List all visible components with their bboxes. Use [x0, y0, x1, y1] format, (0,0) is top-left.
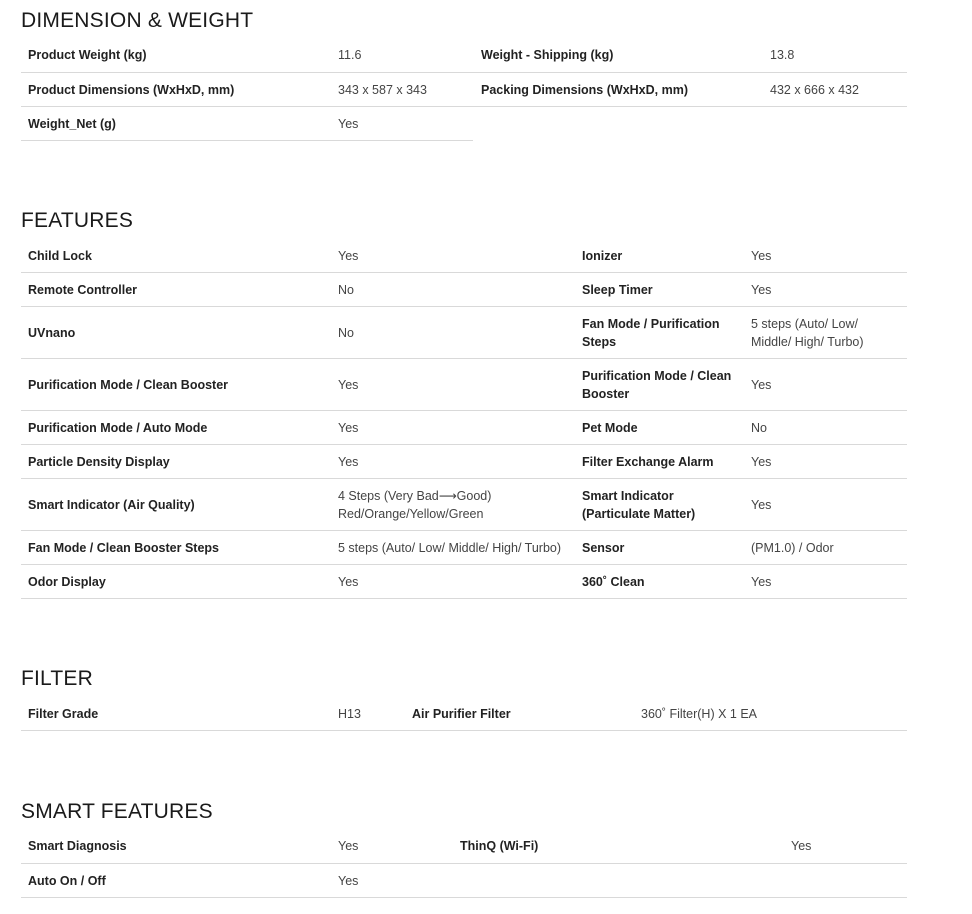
spec-label: Sleep Timer [582, 282, 653, 297]
spec-label: Filter Exchange Alarm [582, 454, 714, 469]
spec-label: UVnano [28, 325, 76, 340]
spec-row [21, 73, 907, 107]
spec-value: 343 x 587 x 343 [338, 82, 427, 97]
spec-value: Yes [338, 116, 359, 131]
spec-label: Packing Dimensions (WxHxD, mm) [481, 82, 688, 97]
spec-label: Ionizer [582, 248, 623, 263]
spec-row [21, 411, 907, 445]
spec-label: Remote Controller [28, 282, 138, 297]
spec-row [21, 445, 907, 479]
spec-label: Auto On / Off [28, 873, 106, 888]
spec-label: Product Dimensions (WxHxD, mm) [28, 82, 235, 97]
spec-row [21, 239, 907, 273]
spec-label: Filter Grade [28, 706, 99, 721]
spec-row [21, 697, 907, 731]
spec-row [21, 38, 907, 73]
spec-value: Yes [751, 454, 772, 469]
spec-value: 11.6 [338, 48, 362, 62]
spec-row [21, 307, 907, 359]
spec-label: Purification Mode / Auto Mode [28, 420, 208, 435]
spec-label: Sensor [582, 540, 625, 555]
spec-row [21, 864, 907, 898]
spec-value: No [751, 420, 767, 435]
spec-value: Yes [791, 839, 812, 853]
spec-label: Fan Mode / Clean Booster Steps [28, 540, 220, 555]
spec-row [21, 479, 907, 531]
spec-label: Product Weight (kg) [28, 48, 147, 62]
spec-label: Purification Mode / Clean Booster [28, 377, 229, 392]
section-title-smart-features: SMART FEATURES [21, 800, 213, 823]
section-title-dimension-weight: DIMENSION & WEIGHT [21, 9, 254, 32]
section-title-features: FEATURES [21, 209, 134, 232]
spec-label: Child Lock [28, 248, 92, 263]
spec-value: 4 Steps (Very Bad⟶Good) Red/Orange/Yellow/Green [338, 488, 492, 521]
spec-label: Weight - Shipping (kg) [481, 48, 614, 62]
spec-value: Yes [751, 377, 772, 392]
spec-row [21, 565, 907, 599]
spec-value: Yes [751, 282, 772, 297]
spec-row [21, 107, 473, 141]
spec-label: Odor Display [28, 574, 106, 589]
spec-label: Purification Mode / Clean Booster [582, 368, 732, 401]
spec-label: Smart Indicator (Air Quality) [28, 497, 195, 512]
spec-value: Yes [338, 873, 359, 888]
spec-value: (PM1.0) / Odor [751, 540, 834, 555]
spec-value: Yes [338, 454, 359, 469]
spec-label: Weight_Net (g) [28, 116, 116, 131]
spec-value: Yes [338, 248, 359, 263]
spec-value: Yes [338, 839, 359, 853]
spec-value: H13 [338, 706, 361, 721]
spec-row [21, 829, 907, 864]
spec-label: Smart Indicator (Particulate Matter) [582, 488, 696, 521]
spec-value: Yes [751, 248, 772, 263]
spec-label: Air Purifier Filter [412, 706, 511, 721]
spec-value: 360˚ Filter(H) X 1 EA [641, 706, 758, 721]
spec-value: No [338, 282, 354, 297]
spec-value: 5 steps (Auto/ Low/ Middle/ High/ Turbo) [751, 316, 864, 349]
spec-value: Yes [338, 574, 359, 589]
spec-label: 360˚ Clean [582, 574, 645, 589]
spec-value: No [338, 325, 354, 340]
spec-value: 432 x 666 x 432 [770, 82, 859, 97]
spec-row [21, 359, 907, 411]
spec-value: Yes [338, 420, 359, 435]
spec-value: 13.8 [770, 48, 795, 62]
spec-label: Pet Mode [582, 420, 638, 435]
spec-value: 5 steps (Auto/ Low/ Middle/ High/ Turbo) [338, 540, 562, 555]
spec-label: Smart Diagnosis [28, 839, 127, 853]
spec-value: Yes [338, 377, 359, 392]
spec-label: Fan Mode / Purification Steps [582, 316, 720, 349]
spec-label: ThinQ (Wi-Fi) [460, 839, 539, 853]
spec-row [21, 531, 907, 565]
spec-row [21, 273, 907, 307]
spec-value: Yes [751, 497, 772, 512]
spec-label: Particle Density Display [28, 454, 170, 469]
spec-value: Yes [751, 574, 772, 589]
section-title-filter: FILTER [21, 667, 93, 690]
